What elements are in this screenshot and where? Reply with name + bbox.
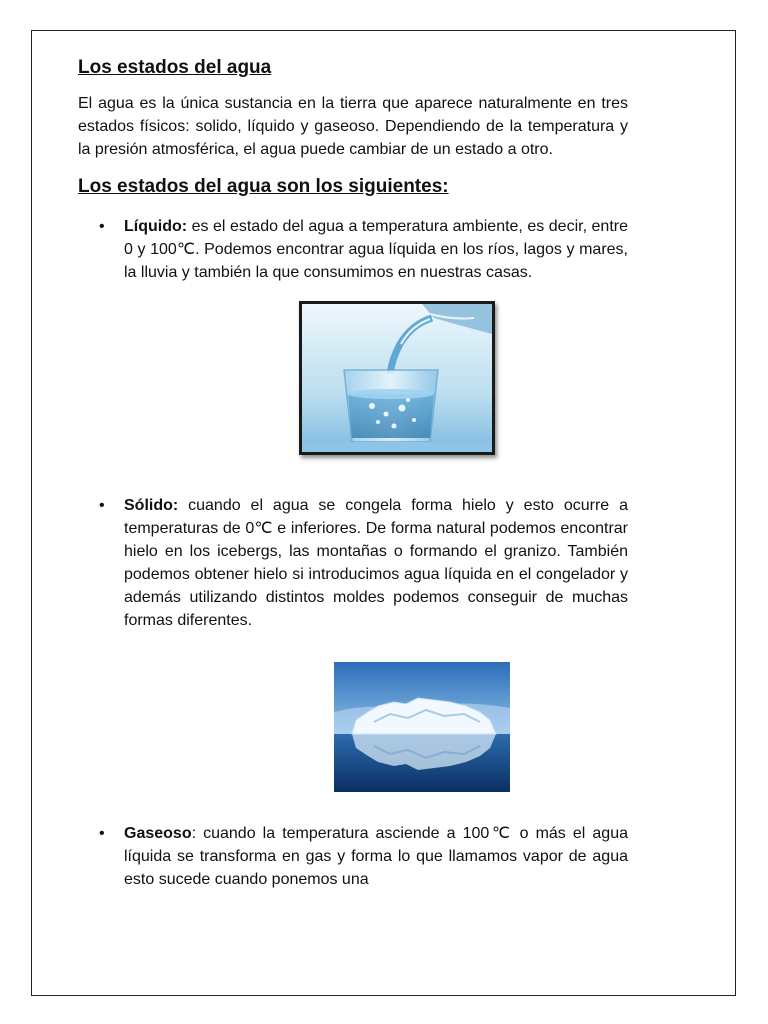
bullet-icon: • <box>99 825 105 842</box>
text-gas: : cuando la temperatura asciende a 100℃ o más el agua líquida se transforma en gas y forma lo que llamamos vapor de agua esto sucede cuando ponemos una <box>124 825 628 888</box>
document-body <box>78 56 628 891</box>
bullet-icon: • <box>99 497 105 514</box>
text-liquid: es el estado del agua a temperatura ambiente, es decir, entre 0 y 100℃. Podemos encontrar agua líquida en los ríos, lagos y mares, la lluvia y también la que consumimos en nuestras casas. <box>124 218 628 281</box>
document-title: Los estados del agua <box>78 57 272 78</box>
section-title: Los estados del agua son los siguientes: <box>78 176 449 197</box>
term-liquid: Líquido: <box>124 218 188 235</box>
glass-of-water-photo <box>299 301 495 455</box>
list-item-gas <box>78 822 628 891</box>
list-item-liquid <box>78 215 628 284</box>
states-list <box>78 215 628 891</box>
bullet-icon: • <box>99 218 105 235</box>
list-item-solid <box>78 494 628 632</box>
term-solid: Sólido: <box>124 497 179 514</box>
intro-paragraph: El agua es la única sustancia en la tierra que aparece naturalmente en tres estados físicos: solido, líquido y gaseoso. Dependiendo de la temperatura y la presión atmosférica, el agua puede cambiar de un estado a otro. <box>78 95 628 158</box>
text-solid: cuando el agua se congela forma hielo y esto ocurre a temperaturas de 0℃ e inferiores. De forma natural podemos encontrar hielo en los icebergs, las montañas o formando el granizo. También podemos obtener hielo si introducimos agua líquida en el congelador y además utilizando distintos moldes podemos conseguir de muchas formas diferentes. <box>124 497 628 629</box>
term-gas: Gaseoso <box>124 825 192 842</box>
iceberg-photo <box>334 662 510 792</box>
